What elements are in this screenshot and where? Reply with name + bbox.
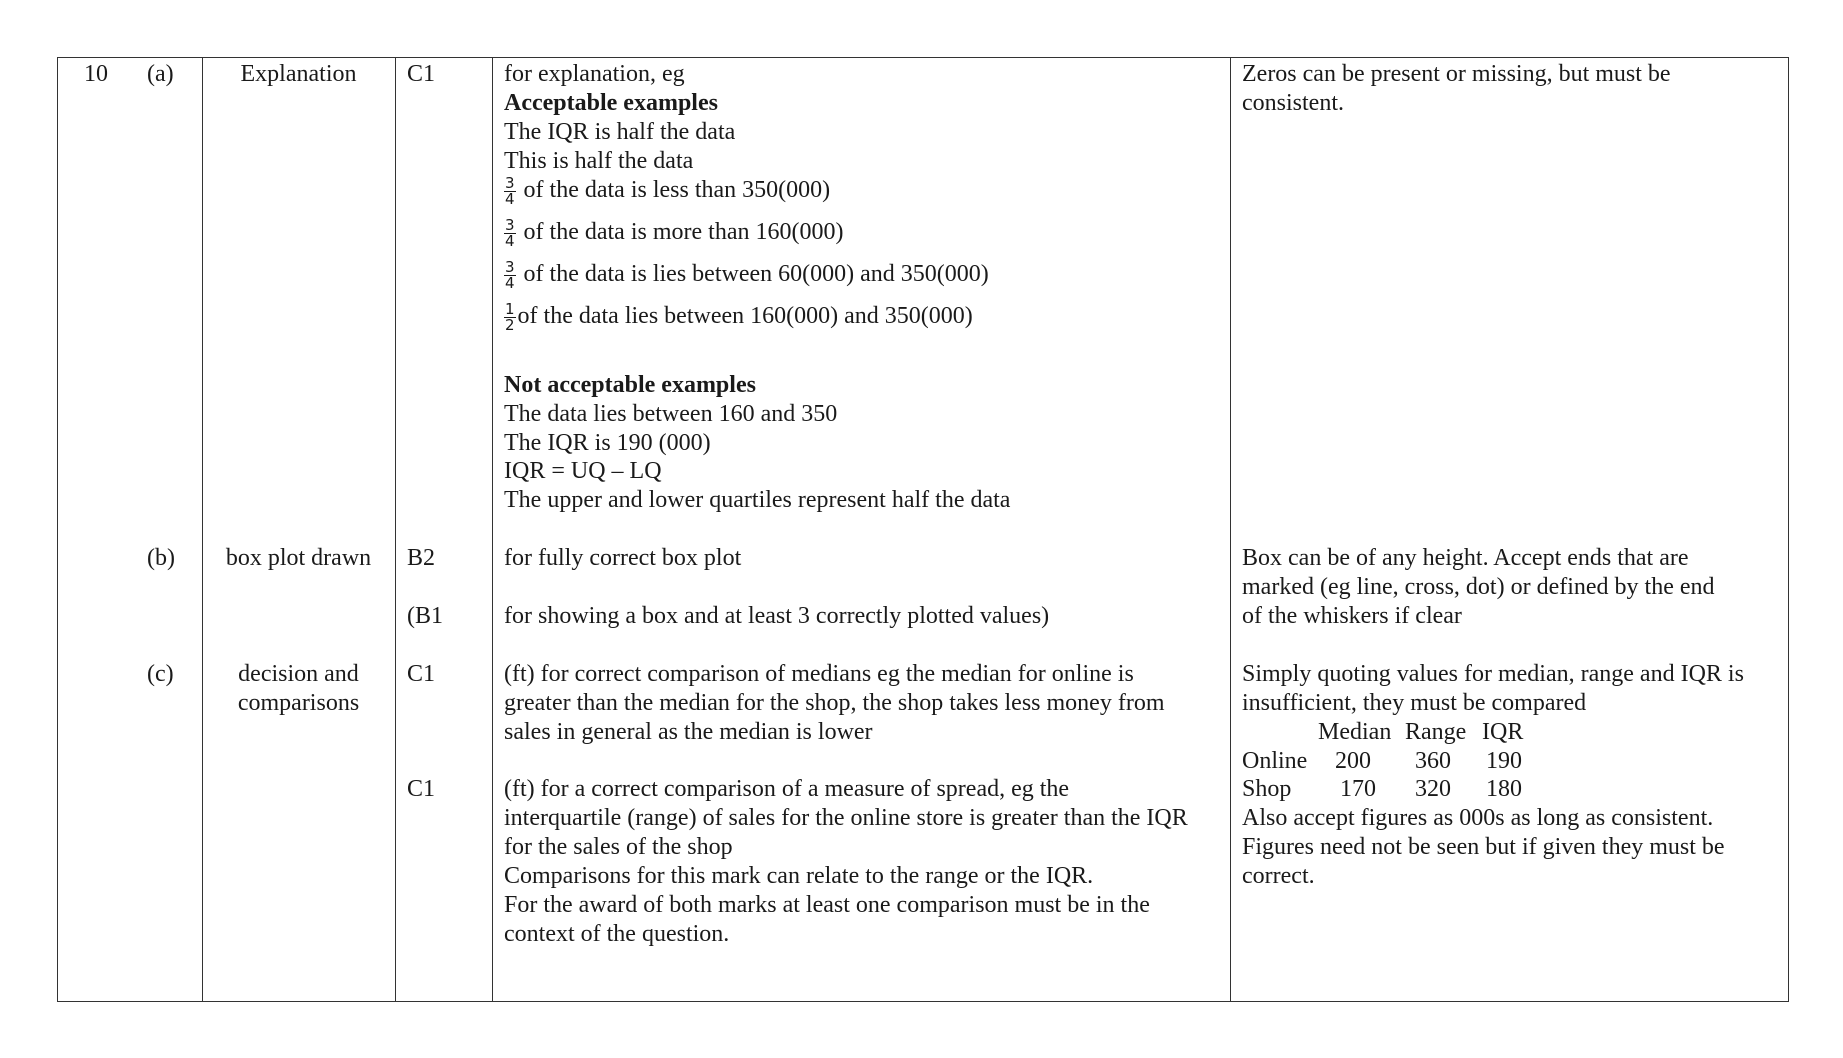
notes-text: (ft) for a correct comparison of a measure of spread, eg the xyxy=(504,776,1070,802)
column-divider xyxy=(202,58,203,1001)
answer-text: comparisons xyxy=(237,690,360,716)
guidance-text: Zeros can be present or missing, but must be xyxy=(1242,61,1671,87)
notes-text: interquartile (range) of sales for the online store is greater than the IQR xyxy=(504,805,1188,831)
part-label: (b) xyxy=(147,545,175,571)
notes-text: For the award of both marks at least one comparison must be in the xyxy=(504,892,1150,918)
fraction-example: $\frac{1}{2}$ of the data lies between 160(000) and 350(000) xyxy=(505,300,973,334)
stats-cell: 320 xyxy=(1415,776,1451,802)
stats-cell: 170 xyxy=(1340,776,1376,802)
notes-text: greater than the median for the shop, the shop takes less money from xyxy=(504,690,1165,716)
fraction-example: $\frac{3}{4}$ of the data is lies between 60(000) and 350(000) xyxy=(505,258,989,292)
stats-cell: 180 xyxy=(1486,776,1522,802)
guidance-text: insufficient, they must be compared xyxy=(1242,690,1587,716)
notes-text: for showing a box and at least 3 correctly plotted values) xyxy=(504,603,1050,629)
notes-text: Comparisons for this mark can relate to the range or the IQR. xyxy=(504,863,1094,889)
stats-row-label: Online xyxy=(1242,748,1308,774)
guidance-text: Also accept figures as 000s as long as consistent. xyxy=(1242,805,1714,831)
notes-text: (ft) for correct comparison of medians eg the median for online is xyxy=(504,661,1134,687)
not-acceptable-heading: Not acceptable examples xyxy=(504,372,756,398)
guidance-text: of the whiskers if clear xyxy=(1242,603,1462,629)
mark-code: B2 xyxy=(407,545,436,571)
notes-text: for the sales of the shop xyxy=(504,834,733,860)
acceptable-example: The IQR is half the data xyxy=(504,119,736,145)
stats-header: Range xyxy=(1405,719,1467,745)
fraction-example: $\frac{3}{4}$ of the data is less than 350(000) xyxy=(505,174,831,208)
fraction-example: $\frac{3}{4}$ of the data is more than 160(000) xyxy=(505,216,844,250)
stats-cell: 360 xyxy=(1415,748,1451,774)
part-label: (a) xyxy=(147,61,174,87)
guidance-text: consistent. xyxy=(1242,90,1344,116)
stats-cell: 200 xyxy=(1335,748,1371,774)
mark-scheme-table xyxy=(57,57,1789,1002)
guidance-text: Figures need not be seen but if given they must be xyxy=(1242,834,1725,860)
not-acceptable-example: The IQR is 190 (000) xyxy=(504,430,711,456)
column-divider xyxy=(492,58,493,1001)
notes-text: sales in general as the median is lower xyxy=(504,719,873,745)
notes-intro: for explanation, eg xyxy=(504,61,685,87)
fraction: $\frac{1}{2}$ xyxy=(505,300,515,334)
column-divider xyxy=(1230,58,1231,1001)
mark-code: (B1 xyxy=(407,603,443,629)
fraction: $\frac{3}{4}$ xyxy=(505,258,515,292)
stats-cell: 190 xyxy=(1486,748,1522,774)
mark-code: C1 xyxy=(407,61,436,87)
acceptable-example: This is half the data xyxy=(504,148,694,174)
notes-text: context of the question. xyxy=(504,921,730,947)
answer-text: box plot drawn xyxy=(225,545,372,571)
guidance-text: Simply quoting values for median, range and IQR is xyxy=(1242,661,1744,687)
stats-row-label: Shop xyxy=(1242,776,1292,802)
question-number: 10 xyxy=(84,61,108,87)
mark-code: C1 xyxy=(407,661,436,687)
guidance-text: correct. xyxy=(1242,863,1315,889)
part-label: (c) xyxy=(147,661,174,687)
stats-header: IQR xyxy=(1482,719,1524,745)
answer-text: Explanation xyxy=(240,61,357,87)
guidance-text: marked (eg line, cross, dot) or defined by the end xyxy=(1242,574,1715,600)
not-acceptable-example: The upper and lower quartiles represent half the data xyxy=(504,487,1011,513)
not-acceptable-example: IQR = UQ – LQ xyxy=(504,458,662,484)
not-acceptable-example: The data lies between 160 and 350 xyxy=(504,401,838,427)
guidance-text: Box can be of any height. Accept ends that are xyxy=(1242,545,1689,571)
mark-code: C1 xyxy=(407,776,436,802)
stats-header: Median xyxy=(1318,719,1392,745)
fraction: $\frac{3}{4}$ xyxy=(505,216,515,250)
column-divider xyxy=(395,58,396,1001)
fraction: $\frac{3}{4}$ xyxy=(505,174,515,208)
answer-text: decision and xyxy=(238,661,359,687)
acceptable-heading: Acceptable examples xyxy=(504,90,718,116)
notes-text: for fully correct box plot xyxy=(504,545,742,571)
